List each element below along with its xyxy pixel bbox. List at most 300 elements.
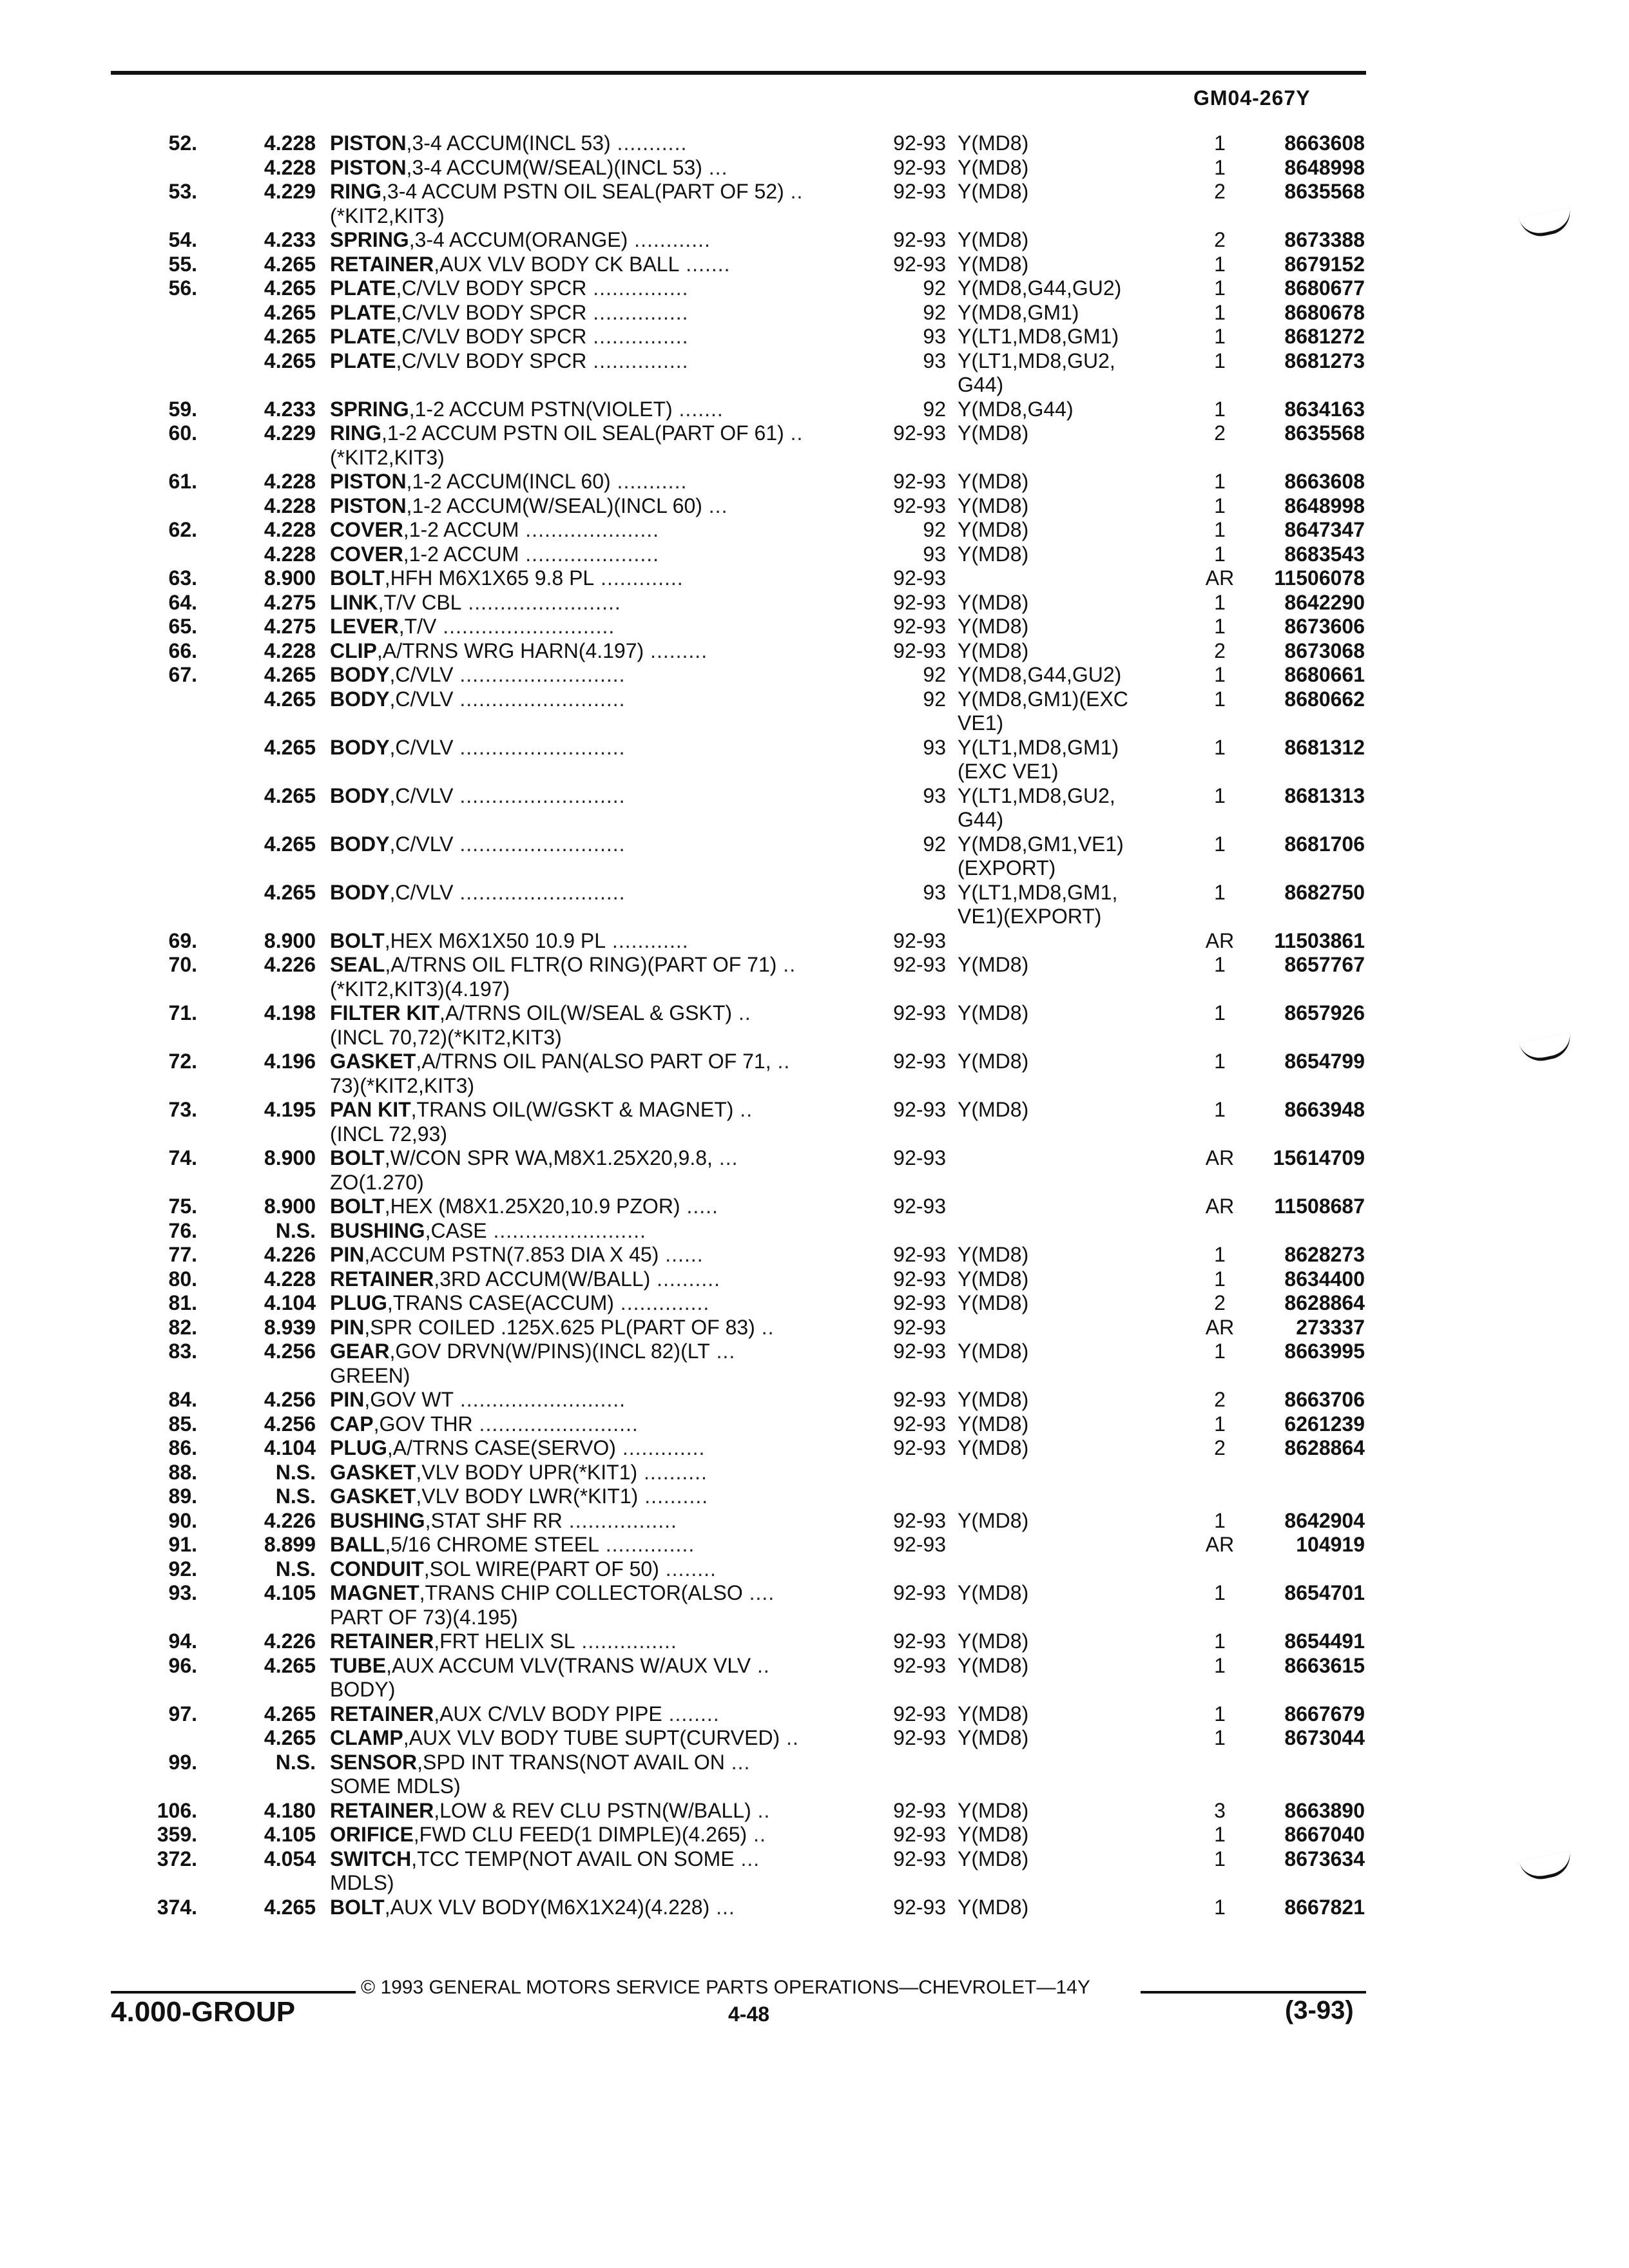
group-number: 8.900 <box>264 566 316 590</box>
part-name: CAP <box>330 1412 374 1436</box>
model-year: 92-93 <box>893 1146 946 1169</box>
application: (EXC VE1) <box>958 760 1059 783</box>
part-number: 8635568 <box>1284 180 1365 203</box>
table-row <box>0 276 1629 301</box>
model-year: 92-93 <box>893 131 946 155</box>
part-name: SWITCH <box>330 1847 412 1870</box>
quantity: 2 <box>1214 1436 1226 1459</box>
part-number: 8647347 <box>1284 518 1365 541</box>
part-detail: ZO(1.270) <box>330 1170 424 1194</box>
table-row <box>0 1412 1629 1437</box>
part-detail: BODY) <box>330 1678 396 1701</box>
part-detail: (*KIT2,KIT3) <box>330 445 445 469</box>
part-detail: ,C/VLV <box>389 783 454 807</box>
part-number: 8657767 <box>1284 953 1365 976</box>
table-row <box>0 446 1629 470</box>
quantity: 1 <box>1214 1629 1226 1653</box>
leader-dots: ... <box>702 494 728 517</box>
application: VE1)(EXPORT) <box>958 905 1102 928</box>
group-number: 4.105 <box>264 1823 316 1846</box>
group-number: 4.265 <box>264 1653 316 1677</box>
part-number: 8667821 <box>1284 1895 1365 1919</box>
leader-dots: .............. <box>599 1533 695 1556</box>
part-detail: ,LOW & REV CLU PSTN(W/BALL) <box>434 1798 751 1822</box>
part-name: BOLT <box>330 1895 385 1919</box>
group-number: 4.265 <box>264 276 316 300</box>
part-description <box>330 204 445 228</box>
part-description <box>330 784 626 808</box>
application: Y(MD8) <box>958 590 1029 614</box>
part-name: BOLT <box>330 566 385 590</box>
part-detail: ,A/TRNS OIL FLTR(O RING)(PART OF 71) <box>385 953 777 976</box>
application: VE1) <box>958 711 1004 735</box>
table-row <box>0 1509 1629 1533</box>
group-number: 4.265 <box>264 1702 316 1725</box>
leader-dots: ............... <box>575 1629 677 1653</box>
leader-dots: ............. <box>615 1436 706 1459</box>
model-year: 92-93 <box>893 1001 946 1024</box>
table-row <box>0 1799 1629 1823</box>
quantity: 1 <box>1214 735 1226 759</box>
part-description <box>330 736 626 760</box>
part-name: BODY <box>330 663 390 686</box>
part-detail: (INCL 72,93) <box>330 1122 447 1146</box>
group-number: 4.265 <box>264 1726 316 1749</box>
part-name: PISTON <box>330 470 407 493</box>
model-year: 92-93 <box>893 1243 946 1266</box>
part-detail: ,1-2 ACCUM <box>403 518 519 541</box>
group-number: 4.228 <box>264 542 316 566</box>
part-detail: ,TRANS CHIP COLLECTOR(ALSO <box>419 1581 743 1604</box>
part-description <box>330 1026 562 1050</box>
table-row <box>0 1461 1629 1485</box>
part-number: 8648998 <box>1284 494 1365 517</box>
part-description <box>330 639 708 663</box>
part-description <box>330 591 621 615</box>
part-name: PLATE <box>330 349 396 372</box>
group-number: 4.226 <box>264 953 316 976</box>
ref-number: 374. <box>157 1895 197 1919</box>
part-name: RETAINER <box>330 1629 434 1653</box>
part-description <box>330 687 626 711</box>
table-row <box>0 1195 1629 1219</box>
leader-dots: .. <box>780 1726 799 1749</box>
part-name: RING <box>330 180 381 203</box>
leader-dots: .......................... <box>453 663 626 686</box>
part-detail: ,1-2 ACCUM(INCL 60) <box>406 470 611 493</box>
part-name: BODY <box>330 880 390 904</box>
part-description <box>330 1485 708 1508</box>
model-year: 92-93 <box>893 566 946 590</box>
table-row <box>0 421 1629 446</box>
application: Y(MD8) <box>958 1847 1029 1870</box>
ref-number: 96. <box>168 1653 197 1677</box>
group-number: 4.226 <box>264 1243 316 1266</box>
part-description <box>330 1074 474 1098</box>
part-detail: ,FRT HELIX SL <box>434 1629 575 1653</box>
quantity: 1 <box>1214 615 1226 638</box>
quantity: 1 <box>1214 1847 1226 1870</box>
part-number: 8634163 <box>1284 397 1365 421</box>
table-row <box>0 1654 1629 1678</box>
table-row <box>0 1871 1629 1896</box>
part-detail: ,1-2 ACCUM(W/SEAL)(INCL 60) <box>406 494 702 517</box>
leader-dots: .... <box>742 1581 775 1604</box>
part-number: 11503861 <box>1274 928 1365 952</box>
group-number: 4.233 <box>264 397 316 421</box>
quantity: 1 <box>1214 1653 1226 1677</box>
leader-dots: ...... <box>659 1243 704 1266</box>
part-detail: ,SPR COILED .125X.625 PL(PART OF 83) <box>364 1315 755 1339</box>
application: Y(MD8) <box>958 1895 1029 1919</box>
ref-number: 93. <box>168 1581 197 1604</box>
model-year: 92-93 <box>893 1653 946 1677</box>
ref-number: 65. <box>168 615 197 638</box>
table-row <box>0 1847 1629 1872</box>
part-detail: 73)(*KIT2,KIT3) <box>330 1073 475 1097</box>
part-name: BOLT <box>330 928 385 952</box>
part-description <box>330 1871 394 1895</box>
application: Y(MD8) <box>958 421 1029 445</box>
leader-dots: ......................... <box>472 1412 639 1436</box>
table-row <box>0 736 1629 760</box>
application: Y(LT1,MD8,GU2, <box>958 783 1115 807</box>
table-row <box>0 1267 1629 1292</box>
model-year: 92-93 <box>893 639 946 662</box>
group-number: 4.275 <box>264 615 316 638</box>
part-name: SPRING <box>330 228 409 251</box>
part-description <box>330 1461 708 1485</box>
part-detail: (INCL 70,72)(*KIT2,KIT3) <box>330 1025 562 1049</box>
table-row <box>0 131 1629 156</box>
part-description <box>330 566 684 590</box>
application: Y(MD8) <box>958 1098 1029 1121</box>
model-year: 92 <box>923 663 946 686</box>
table-row <box>0 1751 1629 1775</box>
top-rule <box>111 71 1366 75</box>
application: Y(MD8) <box>958 1581 1029 1604</box>
group-number: N.S. <box>275 1460 316 1484</box>
quantity: 2 <box>1214 180 1226 203</box>
quantity: 1 <box>1214 590 1226 614</box>
table-row <box>0 253 1629 277</box>
leader-dots: .......................... <box>454 1388 626 1411</box>
group-number: 4.054 <box>264 1847 316 1870</box>
part-name: RETAINER <box>330 1267 434 1291</box>
part-number: 8663608 <box>1284 470 1365 493</box>
model-year: 93 <box>923 735 946 759</box>
table-row <box>0 1098 1629 1122</box>
ref-number: 62. <box>168 518 197 541</box>
group-number: 4.229 <box>264 180 316 203</box>
table-row <box>0 1726 1629 1751</box>
table-row <box>0 1316 1629 1340</box>
ref-number: 63. <box>168 566 197 590</box>
group-number: 4.105 <box>264 1581 316 1604</box>
ref-number: 83. <box>168 1340 197 1363</box>
part-number: 8654799 <box>1284 1050 1365 1073</box>
part-description <box>330 398 724 421</box>
part-name: TUBE <box>330 1653 387 1677</box>
model-year: 92-93 <box>893 1533 946 1556</box>
model-year: 92 <box>923 518 946 541</box>
part-detail: ,TCC TEMP(NOT AVAIL ON SOME <box>411 1847 735 1870</box>
part-detail: ,T/V CBL <box>378 590 462 614</box>
part-name: RETAINER <box>330 1702 434 1725</box>
part-number: 8663615 <box>1284 1653 1365 1677</box>
part-detail: ,VLV BODY LWR(*KIT1) <box>416 1485 639 1508</box>
part-description <box>330 1774 461 1798</box>
quantity: 1 <box>1214 783 1226 807</box>
group-number: 4.180 <box>264 1798 316 1822</box>
leader-dots: .......................... <box>453 880 626 904</box>
table-row <box>0 470 1629 494</box>
model-year: 92-93 <box>893 1508 946 1532</box>
quantity: 1 <box>1214 542 1226 566</box>
quantity: AR <box>1205 1533 1235 1556</box>
quantity: 1 <box>1214 1050 1226 1073</box>
part-description <box>330 1557 717 1581</box>
quantity: 1 <box>1214 832 1226 856</box>
application: Y(MD8) <box>958 615 1029 638</box>
part-name: RING <box>330 421 381 445</box>
model-year: 92-93 <box>893 1388 946 1411</box>
quantity: AR <box>1205 1315 1235 1339</box>
quantity: 1 <box>1214 953 1226 976</box>
table-row <box>0 349 1629 374</box>
application: Y(MD8) <box>958 1823 1029 1846</box>
application: Y(MD8) <box>958 1798 1029 1822</box>
ref-number: 372. <box>157 1847 197 1870</box>
part-name: SENSOR <box>330 1750 418 1774</box>
quantity: 1 <box>1214 1412 1226 1436</box>
part-detail: ,AUX ACCUM VLV(TRANS W/AUX VLV <box>386 1653 751 1677</box>
group-number: 4.256 <box>264 1340 316 1363</box>
quantity: 1 <box>1214 397 1226 421</box>
table-row <box>0 663 1629 687</box>
model-year: 92-93 <box>893 615 946 638</box>
ref-number: 52. <box>168 131 197 155</box>
part-number: 8680678 <box>1284 300 1365 324</box>
table-row <box>0 856 1629 881</box>
application: Y(MD8) <box>958 518 1029 541</box>
part-detail: ,1-2 ACCUM PSTN(VIOLET) <box>409 397 673 421</box>
group-number: 4.265 <box>264 325 316 348</box>
model-year: 92-93 <box>893 1412 946 1436</box>
part-detail: ,C/VLV BODY SPCR <box>396 300 587 324</box>
part-description <box>330 1606 518 1629</box>
table-row <box>0 1823 1629 1847</box>
part-description <box>330 131 687 155</box>
group-number: 4.229 <box>264 421 316 445</box>
table-row <box>0 543 1629 567</box>
part-name: PIN <box>330 1388 365 1411</box>
table-row <box>0 687 1629 712</box>
part-description <box>330 1001 751 1025</box>
application: Y(MD8) <box>958 953 1029 976</box>
part-description <box>330 228 711 252</box>
part-detail: ,AUX VLV BODY(M6X1X24)(4.228) <box>384 1895 710 1919</box>
leader-dots: .......................... <box>453 832 626 856</box>
ref-number: 84. <box>168 1388 197 1411</box>
quantity: 2 <box>1214 1388 1226 1411</box>
part-description <box>330 470 687 494</box>
part-detail: ,3-4 ACCUM PSTN OIL SEAL(PART OF 52) <box>381 180 784 203</box>
part-description <box>330 276 689 300</box>
table-row <box>0 881 1629 905</box>
table-row <box>0 977 1629 1002</box>
table-row <box>0 156 1629 180</box>
application: Y(MD8) <box>958 1388 1029 1411</box>
model-year: 92-93 <box>893 1098 946 1121</box>
part-description <box>330 1122 447 1146</box>
leader-dots: .. <box>751 1653 770 1677</box>
application: (EXPORT) <box>958 856 1056 879</box>
group-number: 4.265 <box>264 735 316 759</box>
model-year: 92 <box>923 687 946 711</box>
leader-dots: ... <box>712 1146 738 1169</box>
application: Y(LT1,MD8,GM1) <box>958 325 1119 348</box>
part-description <box>330 1098 753 1122</box>
group-number: 4.195 <box>264 1098 316 1121</box>
table-row <box>0 1436 1629 1461</box>
part-number: 8681272 <box>1284 325 1365 348</box>
quantity: 1 <box>1214 1001 1226 1024</box>
application: Y(MD8,GM1) <box>958 300 1079 324</box>
part-detail: ,3RD ACCUM(W/BALL) <box>434 1267 651 1291</box>
model-year: 92-93 <box>893 1895 946 1919</box>
part-detail: MDLS) <box>330 1871 394 1894</box>
quantity: 1 <box>1214 1702 1226 1725</box>
ref-number: 106. <box>157 1798 197 1822</box>
ref-number: 76. <box>168 1218 197 1242</box>
leader-dots: ....... <box>679 252 731 276</box>
part-detail: ,FWD CLU FEED(1 DIMPLE)(4.265) <box>413 1823 747 1846</box>
ref-number: 86. <box>168 1436 197 1459</box>
part-detail: ,HEX (M8X1.25X20,10.9 PZOR) <box>384 1195 680 1218</box>
quantity: 1 <box>1214 470 1226 493</box>
group-number: 8.900 <box>264 1146 316 1169</box>
part-name: LEVER <box>330 615 399 638</box>
part-name: GASKET <box>330 1460 416 1484</box>
quantity: 1 <box>1214 880 1226 904</box>
quantity: 1 <box>1214 1098 1226 1121</box>
part-name: PIN <box>330 1243 365 1266</box>
part-name: MAGNET <box>330 1581 419 1604</box>
leader-dots: ... <box>709 1895 735 1919</box>
leader-dots: .. <box>784 180 804 203</box>
leader-dots: ........... <box>610 470 688 493</box>
table-row <box>0 1774 1629 1799</box>
part-detail: ,3-4 ACCUM(W/SEAL)(INCL 53) <box>406 155 702 179</box>
part-name: SPRING <box>330 397 409 421</box>
group-number: 4.196 <box>264 1050 316 1073</box>
table-row <box>0 325 1629 349</box>
group-number: 4.198 <box>264 1001 316 1024</box>
part-description <box>330 1195 718 1218</box>
table-row <box>0 301 1629 325</box>
part-number: 8663948 <box>1284 1098 1365 1121</box>
application: Y(MD8) <box>958 1291 1029 1314</box>
part-detail: SOME MDLS) <box>330 1774 461 1798</box>
part-name: BALL <box>330 1533 385 1556</box>
quantity: 1 <box>1214 1340 1226 1363</box>
part-description <box>330 1702 720 1726</box>
table-row <box>0 711 1629 736</box>
ref-number: 71. <box>168 1001 197 1024</box>
table-row <box>0 1557 1629 1582</box>
model-year: 92-93 <box>893 1050 946 1073</box>
leader-dots: .......................... <box>453 687 626 711</box>
group-number: 4.265 <box>264 832 316 856</box>
ref-number: 359. <box>157 1823 197 1846</box>
part-number: 8642290 <box>1284 590 1365 614</box>
group-number: N.S. <box>275 1750 316 1774</box>
ref-number: 99. <box>168 1750 197 1774</box>
part-number: 8680661 <box>1284 663 1365 686</box>
footer-rule-right <box>1141 1991 1366 1994</box>
group-number: 4.265 <box>264 252 316 276</box>
part-name: ORIFICE <box>330 1823 414 1846</box>
ref-number: 67. <box>168 663 197 686</box>
part-detail: ,HFH M6X1X65 9.8 PL <box>384 566 595 590</box>
quantity: AR <box>1205 1195 1235 1218</box>
ref-number: 74. <box>168 1146 197 1169</box>
group-number: 4.265 <box>264 687 316 711</box>
application: Y(LT1,MD8,GM1, <box>958 880 1118 904</box>
model-year: 92-93 <box>893 252 946 276</box>
part-name: COVER <box>330 518 403 541</box>
quantity: 1 <box>1214 1267 1226 1291</box>
part-description <box>330 1436 705 1460</box>
part-description <box>330 1171 424 1195</box>
leader-dots: ..... <box>680 1195 718 1218</box>
table-row <box>0 1146 1629 1171</box>
part-detail: ,C/VLV <box>389 832 454 856</box>
part-name: BODY <box>330 832 390 856</box>
table-row <box>0 1629 1629 1654</box>
part-detail: ,SOL WIRE(PART OF 50) <box>423 1557 659 1581</box>
quantity: 1 <box>1214 155 1226 179</box>
footer-rule-left <box>111 1991 356 1994</box>
part-description <box>330 421 803 445</box>
part-name: RETAINER <box>330 1798 434 1822</box>
model-year: 92-93 <box>893 1291 946 1314</box>
leader-dots: ........................ <box>461 590 621 614</box>
part-detail: ,3-4 ACCUM(INCL 53) <box>406 131 611 155</box>
ref-number: 81. <box>168 1291 197 1314</box>
leader-dots: ... <box>702 155 728 179</box>
model-year: 92-93 <box>893 421 946 445</box>
application: Y(MD8,GM1,VE1) <box>958 832 1124 856</box>
model-year: 92-93 <box>893 1847 946 1870</box>
group-number: 4.228 <box>264 470 316 493</box>
group-number: 4.275 <box>264 590 316 614</box>
leader-dots: ................. <box>562 1508 677 1532</box>
part-detail: (*KIT2,KIT3)(4.197) <box>330 977 510 1001</box>
leader-dots: ....... <box>672 397 724 421</box>
leader-dots: .......... <box>637 1460 708 1484</box>
part-detail: ,3-4 ACCUM(ORANGE) <box>409 228 628 251</box>
leader-dots: .......... <box>638 1485 709 1508</box>
part-description <box>330 832 626 856</box>
part-detail: ,C/VLV <box>389 880 454 904</box>
ref-number: 66. <box>168 639 197 662</box>
ref-number: 82. <box>168 1315 197 1339</box>
quantity: 2 <box>1214 228 1226 251</box>
part-number: 8663995 <box>1284 1340 1365 1363</box>
model-year: 92-93 <box>893 1340 946 1363</box>
